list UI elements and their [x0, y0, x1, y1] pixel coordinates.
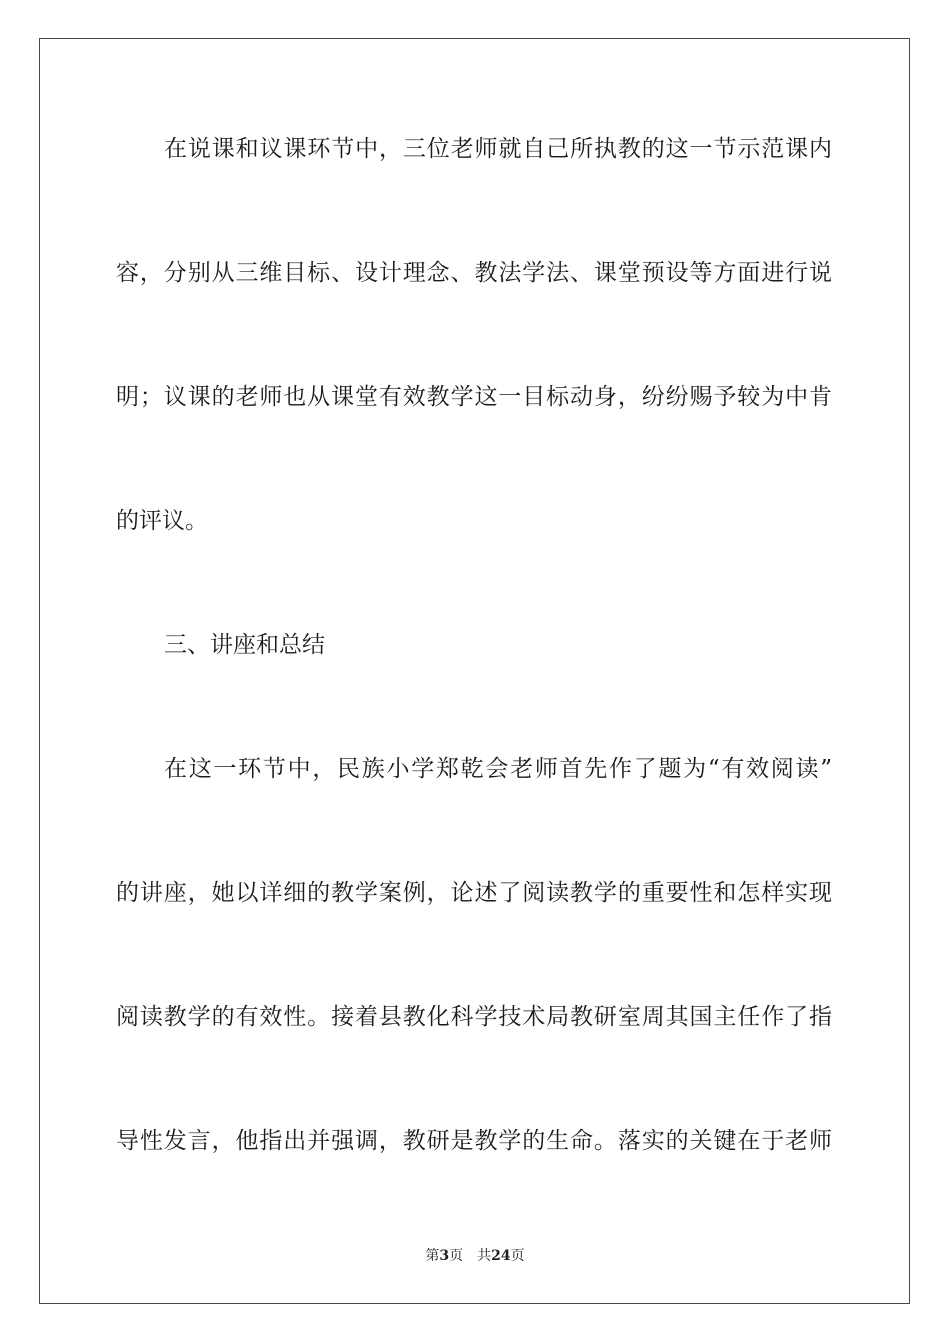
section-heading: 三、讲座和总结	[164, 632, 325, 658]
page-suffix: 页	[449, 1248, 464, 1264]
paragraph-line-1: 在说课和议课环节中，三位老师就自己所执教的这一节示范课内	[164, 136, 832, 162]
total-prefix: 共	[477, 1248, 492, 1264]
page-current: 3	[439, 1248, 450, 1264]
paragraph-line-4: 的评议。	[116, 508, 208, 534]
paragraph-line-3: 明；议课的老师也从课堂有效教学这一目标动身，纷纷赐予较为中肯	[116, 384, 832, 410]
paragraph-line-6: 的讲座，她以详细的教学案例，论述了阅读教学的重要性和怎样实现	[116, 880, 832, 906]
page-prefix: 第	[425, 1248, 440, 1264]
paragraph-line-2: 容，分别从三维目标、设计理念、教法学法、课堂预设等方面进行说	[116, 260, 832, 286]
page-footer	[0, 1247, 950, 1265]
paragraph-line-5: 在这一环节中，民族小学郑乾会老师首先作了题为“有效阅读”	[164, 756, 832, 782]
paragraph-line-8: 导性发言，他指出并强调，教研是教学的生命。落实的关键在于老师	[116, 1128, 832, 1154]
total-suffix: 页	[510, 1248, 525, 1264]
page-total: 24	[491, 1248, 511, 1264]
paragraph-line-7: 阅读教学的有效性。接着县教化科学技术局教研室周其国主任作了指	[116, 1004, 832, 1030]
page-border	[39, 38, 910, 1304]
